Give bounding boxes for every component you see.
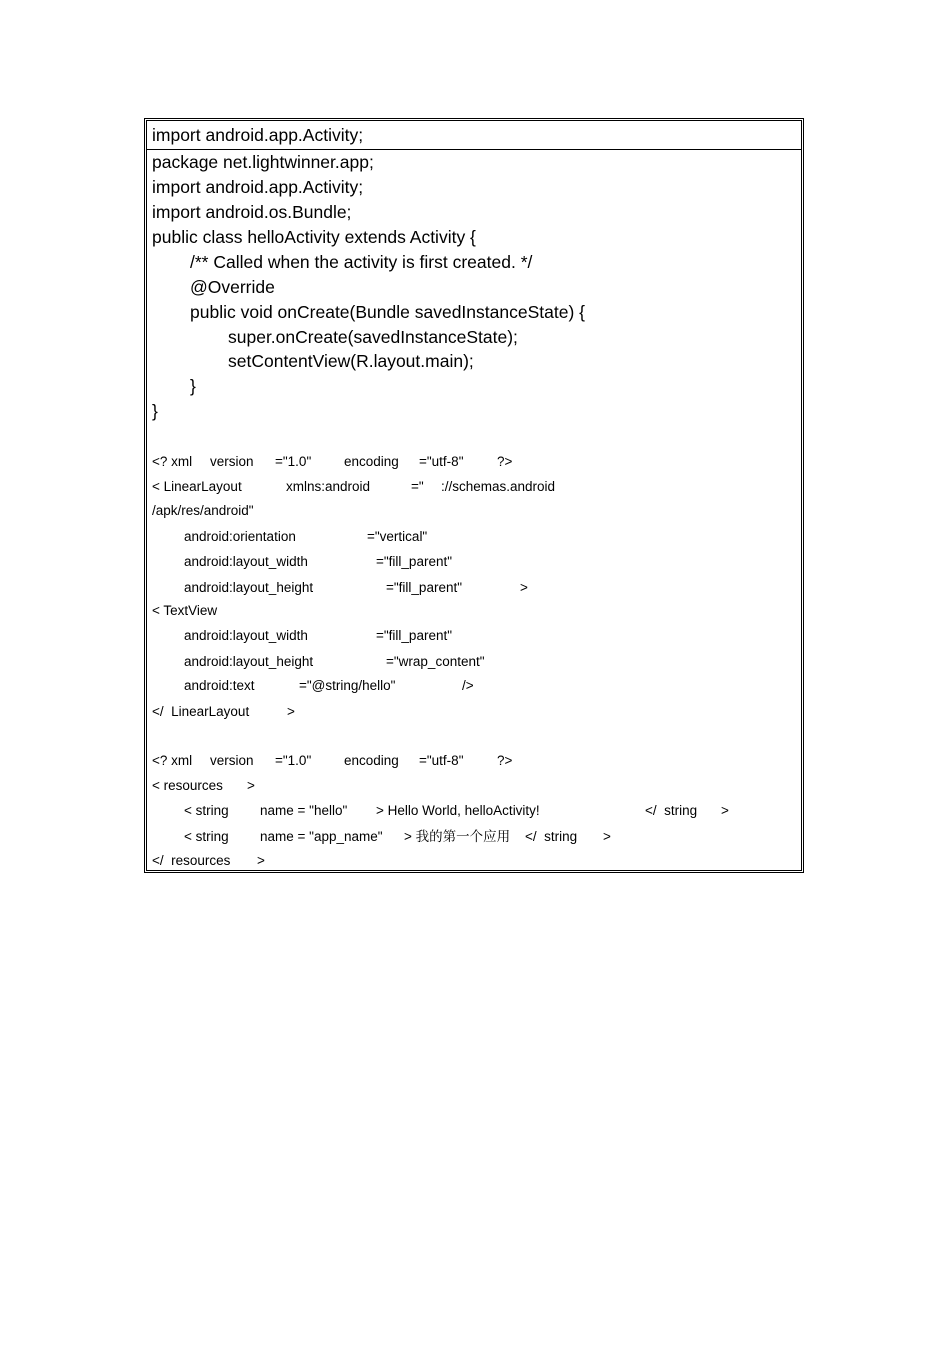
xml-token: android:layout_width xyxy=(184,554,308,569)
code-line: public void onCreate(Bundle savedInstanceState) { xyxy=(190,302,585,322)
xml-token: > Hello World, helloActivity! xyxy=(376,803,540,818)
code-line: /** Called when the activity is first created. */ xyxy=(190,252,533,272)
xml-token: <? xml xyxy=(152,454,193,469)
code-listing-box xyxy=(144,118,804,873)
code-line: } xyxy=(190,376,196,396)
xml-token: > xyxy=(603,829,611,844)
xml-token: ?> xyxy=(497,753,513,768)
xml-token: version xyxy=(210,454,254,469)
xml-token: android:layout_width xyxy=(184,628,308,643)
xml-token: ="@string/hello" xyxy=(299,678,396,693)
code-line: @Override xyxy=(190,277,275,297)
code-line: public class helloActivity extends Activity { xyxy=(152,227,476,247)
xml-token: ="1.0" xyxy=(275,753,312,768)
xml-token: ="1.0" xyxy=(275,454,312,469)
xml-token: > xyxy=(287,704,295,719)
xml-token: </ string xyxy=(525,829,578,844)
xml-token: android:text xyxy=(184,678,255,693)
code-line: package net.lightwinner.app; xyxy=(152,152,374,172)
xml-token: ="vertical" xyxy=(367,529,428,544)
xml-token: ://schemas.android xyxy=(441,479,556,494)
xml-token: > xyxy=(721,803,729,818)
xml-token: < string xyxy=(184,803,229,818)
xml-token: ="fill_parent" xyxy=(376,554,453,569)
xml-token: encoding xyxy=(344,454,399,469)
xml-token: > xyxy=(247,778,255,793)
code-line: super.onCreate(savedInstanceState); xyxy=(228,327,518,347)
linear-layout-open-cont: /apk/res/android" xyxy=(152,503,254,518)
xml-token: /> xyxy=(462,678,474,693)
xml-token: ="fill_parent" xyxy=(376,628,453,643)
code-line: setContentView(R.layout.main); xyxy=(228,351,474,371)
xml-token: < LinearLayout xyxy=(152,479,242,494)
code-line: import android.os.Bundle; xyxy=(152,202,352,222)
xml-token: android:layout_height xyxy=(184,654,314,669)
xml-token: ="wrap_content" xyxy=(386,654,485,669)
xml-token: < string xyxy=(184,829,229,844)
xml-token: =" xyxy=(411,479,424,494)
xml-token: ="utf-8" xyxy=(419,454,464,469)
xml-token: xmlns:android xyxy=(286,479,371,494)
xml-token: > xyxy=(257,853,265,868)
xml-token: ="fill_parent" xyxy=(386,580,463,595)
xml-token: ?> xyxy=(497,454,513,469)
xml-token: android:orientation xyxy=(184,529,296,544)
xml-token: encoding xyxy=(344,753,399,768)
xml-token: < resources xyxy=(152,778,223,793)
xml-token: </ string xyxy=(645,803,698,818)
header-line: import android.app.Activity; xyxy=(152,125,364,145)
xml-token: > xyxy=(520,580,528,595)
code-line: } xyxy=(152,401,158,421)
xml-token: android:layout_height xyxy=(184,580,314,595)
code-header-row xyxy=(147,121,801,150)
xml-token: name = "app_name" xyxy=(260,829,383,844)
xml-token: name = "hello" xyxy=(260,803,348,818)
xml-token: <? xml xyxy=(152,753,193,768)
xml-token: </ resources xyxy=(152,853,231,868)
textview-open: < TextView xyxy=(152,603,218,618)
xml-token: ="utf-8" xyxy=(419,753,464,768)
xml-token: </ LinearLayout xyxy=(152,704,250,719)
xml-token: > 我的第一个应用 xyxy=(404,829,511,844)
code-line: import android.app.Activity; xyxy=(152,177,364,197)
xml-token: version xyxy=(210,753,254,768)
